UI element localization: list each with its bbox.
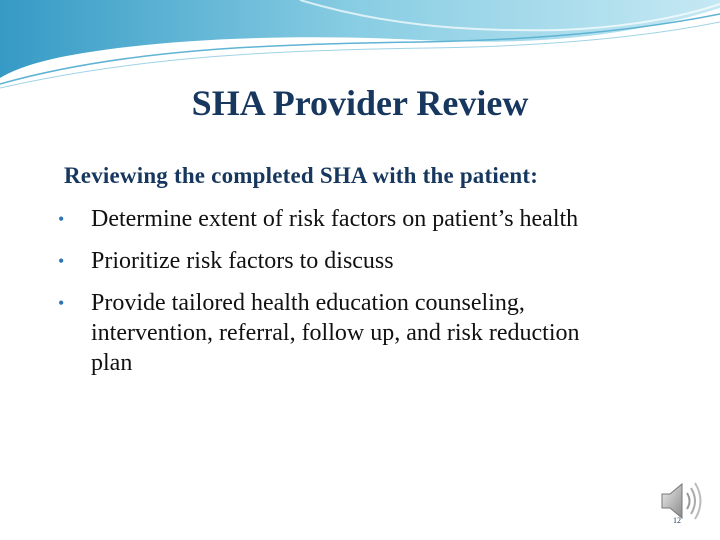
bullet-text: Provide tailored health education counseling, intervention, referral, follow up, and risk reduction plan	[91, 290, 580, 376]
slide-title: SHA Provider Review	[191, 83, 529, 123]
page-number: 12	[673, 516, 681, 525]
speaker-icon[interactable]	[656, 476, 706, 526]
header-wave-decoration	[0, 0, 720, 90]
bullet-marker: •	[58, 251, 65, 271]
slide-subtitle: Reviewing the completed SHA with the patient:	[64, 163, 539, 188]
bullet-marker: •	[58, 209, 65, 229]
list-item	[58, 246, 618, 276]
bullet-text: Prioritize risk factors to discuss	[91, 248, 394, 274]
list-item	[58, 204, 618, 234]
bullet-list	[58, 204, 618, 378]
bullet-text: Determine extent of risk factors on patient’s health	[91, 206, 579, 232]
list-item	[58, 288, 618, 378]
bullet-marker: •	[58, 293, 65, 313]
